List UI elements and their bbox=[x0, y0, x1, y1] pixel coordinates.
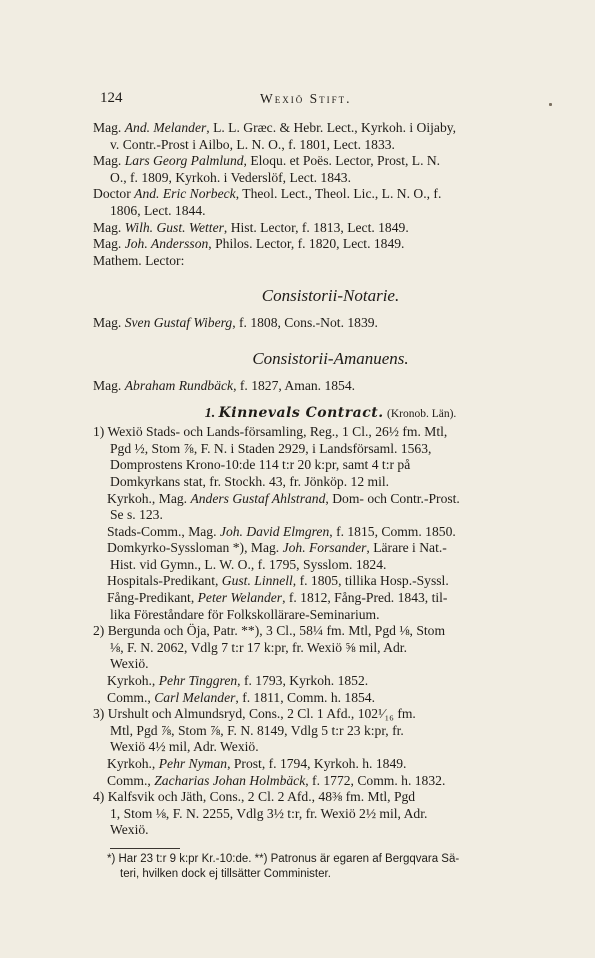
footnotes bbox=[107, 852, 567, 882]
lector-line: O., f. 1809, Kyrkoh. i Vederslöf, Lect. 1843. bbox=[110, 169, 351, 185]
page-body bbox=[93, 120, 568, 839]
parish-line: 2) Bergunda och Öja, Patr. **), 3 Cl., 58¼ fm. Mtl, Pgd ⅛, Stom bbox=[93, 623, 446, 639]
parish-line: ⅛, F. N. 2062, Vdlg 7 t:r 17 k:pr, fr. Wexiö ⅝ mil, Adr. bbox=[110, 639, 407, 655]
parish-line: Pgd ½, Stom ⅞, F. N. i Staden 2929, i Landsförsaml. 1563, bbox=[110, 440, 432, 456]
parish-line: 1) Wexiö Stads- och Lands-församling, Reg., 1 Cl., 26½ fm. Mtl, bbox=[93, 424, 448, 440]
parish-line: Hospitals-Predikant, Gust. Linnell, f. 1805, tillika Hosp.-Syssl. bbox=[107, 573, 449, 589]
section-number: 1. bbox=[204, 405, 216, 421]
parish-line: Se s. 123. bbox=[110, 507, 163, 523]
lector-line: Mag. Joh. Andersson, Philos. Lector, f. 1820, Lect. 1849. bbox=[93, 236, 405, 252]
parish-list bbox=[93, 424, 568, 839]
lector-line: 1806, Lect. 1844. bbox=[110, 202, 206, 218]
parish-line: 1, Stom ⅛, F. N. 2255, Vdlg 3½ t:r, fr. Wexiö 2½ mil, Adr. bbox=[110, 805, 428, 821]
parish-line: Stads-Comm., Mag. Joh. David Elmgren, f. 1815, Comm. 1850. bbox=[107, 523, 456, 539]
parish-line: Domprostens Krono-10:de 114 t:r 20 k:pr, samt 4 t:r på bbox=[110, 457, 411, 473]
notarie-entry: Mag. Sven Gustaf Wiberg, f. 1808, Cons.-Not. 1839. bbox=[93, 315, 378, 331]
parish-line: Wexiö. bbox=[110, 822, 149, 838]
page-header bbox=[100, 90, 560, 110]
lectors-list bbox=[93, 120, 568, 269]
parish-line: 4) Kalfsvik och Jäth, Cons., 2 Cl. 2 Afd., 48⅜ fm. Mtl, Pgd bbox=[93, 789, 416, 805]
footnote-rule bbox=[110, 848, 180, 849]
parish-line: lika Föreståndare för Folkskollärare-Seminarium. bbox=[110, 606, 380, 622]
parish-line: Wexiö. bbox=[110, 656, 149, 672]
lector-line: Mag. And. Melander, L. L. Græc. & Hebr. Lect., Kyrkoh. i Oijaby, bbox=[93, 120, 457, 135]
parish-line: 3) Urshult och Almundsryd, Cons., 2 Cl. 1 Afd., 102¹⁄₁₆ fm. bbox=[93, 706, 416, 722]
section-title: Kinnevals Contract. bbox=[218, 404, 384, 421]
section-subtitle: (Kronob. Län). bbox=[386, 407, 457, 420]
lector-line: Mag. Wilh. Gust. Wetter, Hist. Lector, f. 1813, Lect. 1849. bbox=[93, 219, 409, 235]
heading-amanuens: Consistorii-Amanuens. bbox=[252, 348, 409, 368]
footnote-line: teri, hvilken dock ej tillsätter Comminister. bbox=[120, 868, 331, 880]
parish-line: Domkyrko-Syssloman *), Mag. Joh. Forsander, Lärare i Nat.- bbox=[107, 540, 447, 556]
parish-line: Mtl, Pgd ⅞, Stom ⅞, F. N. 8149, Vdlg 5 t:r 23 k:pr, fr. bbox=[110, 722, 404, 738]
parish-line: Comm., Carl Melander, f. 1811, Comm. h. 1854. bbox=[107, 689, 375, 705]
margin-speck bbox=[549, 103, 552, 106]
amanuens-entry: Mag. Abraham Rundbäck, f. 1827, Aman. 1854. bbox=[93, 377, 356, 393]
section-heading bbox=[93, 405, 568, 423]
heading-notarie: Consistorii-Notarie. bbox=[261, 286, 400, 306]
footnote-line: *) Har 23 t:r 9 k:pr Kr.-10:de. **) Patronus är egaren af Bergqvara Sä- bbox=[107, 853, 460, 865]
lector-line: Mag. Lars Georg Palmlund, Eloqu. et Poës. Lector, Prost, L. N. bbox=[93, 153, 441, 169]
parish-line: Fång-Predikant, Peter Welander, f. 1812, Fång-Pred. 1843, til- bbox=[107, 590, 448, 606]
parish-line: Kyrkoh., Mag. Anders Gustaf Ahlstrand, Dom- och Contr.-Prost. bbox=[107, 490, 460, 506]
parish-line: Wexiö 4½ mil, Adr. Wexiö. bbox=[110, 739, 259, 755]
page-number: 124 bbox=[100, 90, 123, 106]
parish-line: Kyrkoh., Pehr Tinggren, f. 1793, Kyrkoh. 1852. bbox=[107, 673, 369, 689]
running-title: Wexiö Stift. bbox=[260, 91, 352, 106]
parish-line: Comm., Zacharias Johan Holmbäck, f. 1772, Comm. h. 1832. bbox=[107, 772, 446, 788]
lector-line: v. Contr.-Prost i Ailbo, L. N. O., f. 1801, Lect. 1833. bbox=[110, 136, 395, 152]
parish-line: Domkyrkans stat, fr. Stockh. 43, fr. Jönköp. 12 mil. bbox=[110, 473, 390, 489]
parish-line: Hist. vid Gymn., L. W. O., f. 1795, Sysslom. 1824. bbox=[110, 556, 387, 572]
lector-line: Mathem. Lector: bbox=[93, 252, 185, 268]
parish-line: Kyrkoh., Pehr Nyman, Prost, f. 1794, Kyrkoh. h. 1849. bbox=[107, 756, 407, 771]
lector-line: Doctor And. Eric Norbeck, Theol. Lect., Theol. Lic., L. N. O., f. bbox=[93, 186, 442, 202]
